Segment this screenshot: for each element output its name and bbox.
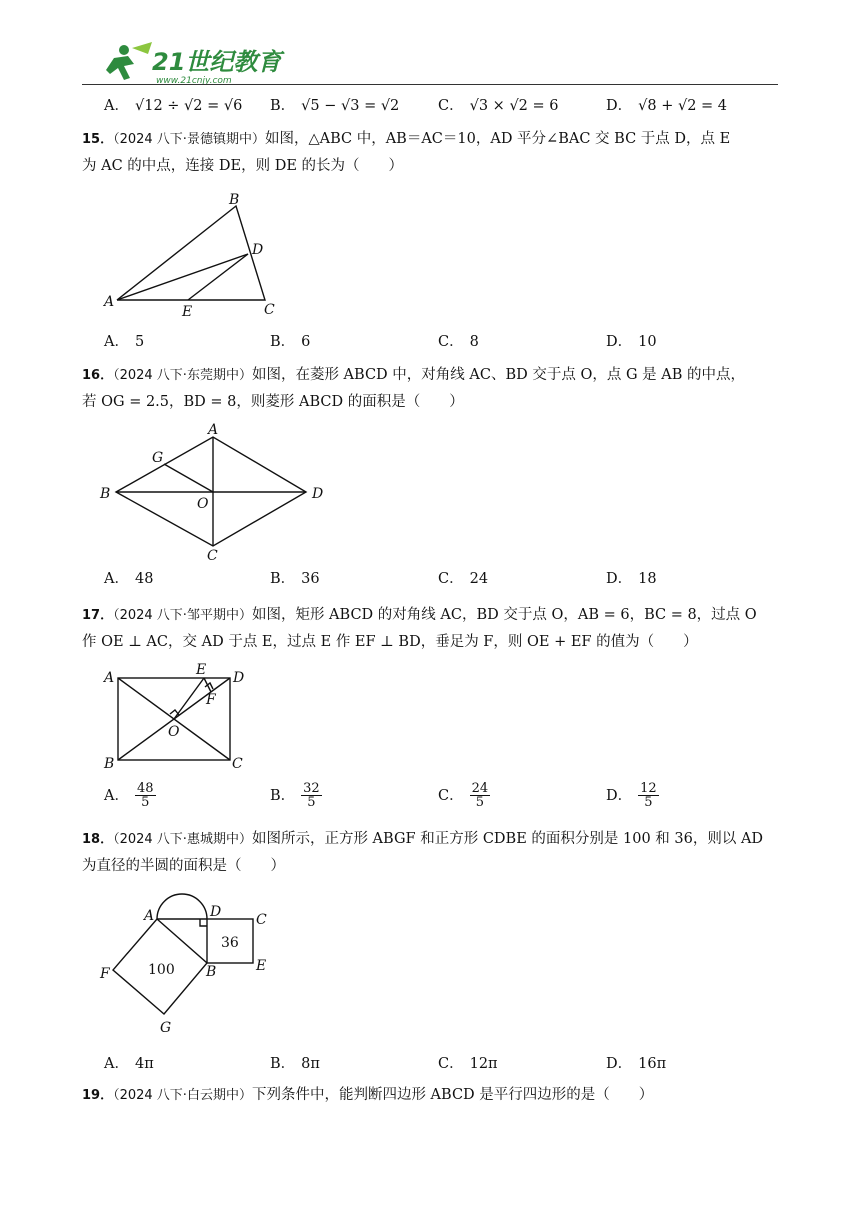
q16-option-c: C． 24 [438,571,489,587]
q18-option-a: A． 4π [104,1056,154,1072]
svg-text:B: B [100,486,111,502]
q18-figure [96,888,286,1038]
svg-text:D: D [210,904,222,920]
q16-option-b: B． 36 [270,571,320,587]
q19-stem: 19．（2024 八下·白云期中）下列条件中，能判断四边形 ABCD 是平行四边形的是（ ） [82,1087,654,1103]
svg-text:E: E [256,958,267,974]
q17-figure [100,660,260,776]
q18-option-c: C． 12π [438,1056,498,1072]
svg-text:D: D [312,486,324,502]
svg-text:100: 100 [148,962,175,978]
q15-stem: 15．（2024 八下·景德镇期中）如图，△ABC 中，AB＝AC＝10，AD 平分∠BAC 交 BC 于点 D，点 E 为 AC 的中点，连接 DE，则 DE 的长为（ ） [82,131,731,174]
q15-option-a: A． 5 [104,334,145,350]
q15-option-d: D． 10 [606,334,657,350]
svg-text:36: 36 [221,935,239,951]
svg-text:E: E [182,304,193,320]
svg-text:A: A [104,294,115,310]
q18-option-b: B． 8π [270,1056,320,1072]
logo-text: 21世纪教育 [152,48,282,76]
q17-option-d: D． $\frac{12}{5}$ [606,781,657,810]
svg-text:G: G [152,450,164,466]
q16-figure [96,420,336,566]
svg-text:F: F [100,966,110,982]
svg-text:D: D [233,670,245,686]
q14-option-a: A． √12 ÷ √2 = √6 [104,98,243,114]
q15-figure [100,190,290,320]
q16-stem: 16．（2024 八下·东莞期中）如图，在菱形 ABCD 中，对角线 AC、BD 交于点 O，点 G 是 AB 的中点， 若 OG = 2.5，BD = 8，则菱形 ABCD 的面积是（ ） [82,367,745,410]
svg-text:G: G [160,1020,172,1036]
svg-text:A: A [104,670,115,686]
q17-option-c: C． $\frac{24}{5}$ [438,781,489,810]
svg-text:B: B [104,756,115,772]
q14-option-b: B． √5 − √3 = √2 [270,98,400,114]
q16-option-d: D． 18 [606,571,657,587]
svg-text:C: C [264,302,275,318]
svg-text:A: A [208,422,219,438]
logo-url: www.21cnjy.com [156,76,232,86]
q17-stem: 17．（2024 八下·邹平期中）如图，矩形 ABCD 的对角线 AC，BD 交于点 O，AB = 6，BC = 8，过点 O 作 OE ⊥ AC，交 AD 于点 E，过点 E 作 EF ⊥ BD，垂足为 F，则 OE + EF 的值为（ ） [82,607,757,650]
q14-option-d: D． √8 + √2 = 4 [606,98,728,114]
svg-text:F: F [206,692,216,708]
q17-option-a: A． $\frac{48}{5}$ [104,781,154,810]
header-rule [82,84,778,85]
q17-option-b: B． $\frac{32}{5}$ [270,781,320,810]
svg-text:C: C [256,912,267,928]
svg-text:D: D [252,242,264,258]
logo-21cnjy [100,38,290,88]
svg-text:C: C [207,548,218,564]
svg-text:O: O [168,724,180,740]
svg-text:C: C [232,756,243,772]
q15-option-b: B． 6 [270,334,311,350]
svg-text:B: B [206,964,217,980]
q14-option-c: C． √3 × √2 = 6 [438,98,559,114]
runner-icon [106,42,152,80]
q16-option-a: A． 48 [104,571,154,587]
svg-text:E: E [196,662,207,678]
q18-option-d: D． 16π [606,1056,667,1072]
svg-text:O: O [197,496,209,512]
svg-text:B: B [229,192,240,208]
svg-text:A: A [144,908,155,924]
q15-option-c: C． 8 [438,334,479,350]
q18-stem: 18．（2024 八下·惠城期中）如图所示，正方形 ABGF 和正方形 CDBE 的面积分别是 100 和 36，则以 AD 为直径的半圆的面积是（ ） [82,831,764,874]
